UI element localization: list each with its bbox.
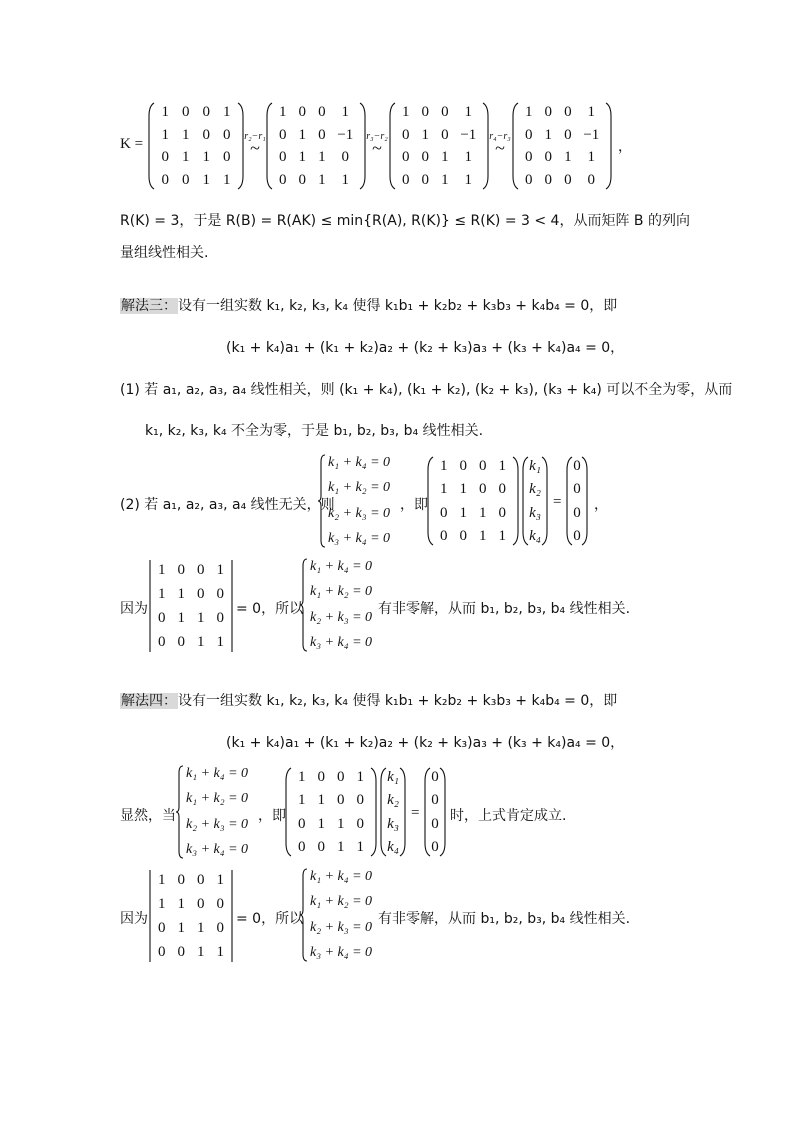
matrix-lhs: K = (120, 136, 144, 152)
system-equation: k₂ + k₃ = 0 (186, 816, 249, 832)
matrix-cell: 1 (216, 944, 224, 960)
matrix-cell: 0 (177, 872, 185, 888)
matrix-cell: 0 (279, 126, 287, 143)
matrix-entries (152, 560, 230, 652)
matrix-cell: 1 (459, 504, 467, 521)
right-paren-bracket (482, 102, 489, 190)
matrix-cell: k₁ (529, 458, 541, 474)
matrix-cell: 0 (177, 634, 185, 650)
matrix-cell: 1 (564, 149, 572, 166)
equation-system (176, 765, 248, 859)
equals-sign: = (411, 805, 420, 821)
matrix-cell: 0 (158, 610, 166, 626)
matrix-cell: 1 (587, 104, 596, 120)
matrix-cell: 1 (202, 171, 210, 188)
system-lines (308, 558, 372, 652)
matrix-cell: 0 (431, 792, 439, 809)
matrix-cell: 0 (197, 562, 205, 578)
matrix-entries (431, 767, 439, 857)
coefficient-matrix (285, 767, 377, 857)
left-brace (176, 765, 184, 859)
matrix-cell: 0 (182, 104, 190, 120)
method4-intro-line (120, 690, 617, 710)
matrix-cell: 0 (197, 896, 205, 912)
left-paren-bracket (427, 456, 434, 546)
matrix-cell: 0 (223, 149, 231, 166)
left-paren-bracket (266, 102, 273, 190)
system-equation: k₁ + k₄ = 0 (186, 766, 249, 781)
right-bar-bracket (230, 870, 234, 962)
matrix-cell: 0 (587, 171, 596, 188)
matrix-step-1 (266, 102, 366, 190)
method4-intro: 设有一组实数 k₁, k₂, k₃, k₄ 使得 k₁b₁ + k₂b₂ + k₃b₃ + k₄b₄ = 0，即 (178, 693, 618, 709)
method3-case2-prefix: (2) 若 a₁, a₂, a₃, a₄ 线性无关，则 (120, 497, 335, 513)
matrix-cell: 1 (479, 504, 487, 521)
matrix-cell: 1 (197, 944, 205, 960)
k-vector (522, 456, 548, 546)
matrix-cell: 1 (318, 171, 326, 188)
matrix-cell: 0 (564, 126, 572, 143)
matrix-cell: 0 (216, 920, 224, 936)
right-paren-bracket (581, 456, 588, 546)
matrix-cell: 1 (161, 104, 169, 120)
determinant (148, 870, 234, 962)
row-op-1: r₂−r₁ ~ (244, 131, 266, 158)
matrix-step-2 (389, 102, 489, 190)
matrix-entries (573, 456, 581, 546)
matrix-cell: 0 (525, 171, 533, 188)
matrix-k (148, 102, 244, 190)
matrix-cell: 0 (177, 562, 185, 578)
matrix-cell: 1 (177, 920, 185, 936)
matrix-cell: 0 (216, 586, 224, 602)
matrix-cell: 1 (356, 769, 364, 785)
method3-because: 因为 (120, 601, 148, 617)
matrix-cell: 1 (356, 838, 364, 855)
matrix-entries (529, 456, 541, 546)
matrix-cell: 1 (440, 458, 448, 474)
system-lines (184, 765, 248, 859)
method3-case1-line2: k₁, k₂, k₃, k₄ 不全为零，于是 b₁, b₂, b₃, b₄ 线性相关. (145, 423, 484, 439)
method4-obvious-mid: ，即 (258, 808, 286, 824)
matrix-cell: 0 (158, 920, 166, 936)
matrix-cell: k₃ (387, 815, 399, 832)
matrix-cell: 0 (459, 527, 467, 544)
matrix-cell: 0 (479, 481, 487, 498)
equation-system (318, 454, 390, 548)
matrix-cell: k₂ (529, 481, 541, 498)
right-paren-bracket (439, 767, 446, 857)
matrix-cell: 1 (441, 171, 449, 188)
matrix-cell: 0 (161, 171, 169, 188)
matrix-cell: 1 (161, 126, 169, 143)
left-paren-bracket (389, 102, 396, 190)
matrix-cell: 0 (318, 126, 326, 143)
matrix-cell: 0 (337, 769, 345, 785)
matrix-cell: k₁ (387, 769, 399, 785)
matrix-cell: −1 (583, 126, 600, 143)
matrix-cell: 1 (177, 896, 185, 912)
matrix-cell: 0 (421, 104, 430, 120)
matrix-cell: 0 (298, 815, 306, 832)
left-brace (300, 558, 308, 652)
matrix-cell: 0 (431, 815, 439, 832)
matrix-entries (387, 767, 399, 857)
matrix-cell: 0 (421, 171, 430, 188)
matrix-cell: 1 (158, 586, 166, 602)
matrix-cell: 0 (216, 610, 224, 626)
matrix-cell: k₄ (529, 527, 541, 544)
matrix-cell: 0 (564, 104, 572, 120)
matrix-entries (519, 102, 605, 190)
matrix-entries (152, 870, 230, 962)
matrix-cell: 1 (464, 171, 473, 188)
matrix-cell: 1 (525, 104, 533, 120)
matrix-cell: 0 (356, 792, 364, 809)
matrix-cell: 0 (573, 458, 581, 474)
matrix-cell: 1 (182, 149, 190, 166)
matrix-cell: 1 (341, 104, 350, 120)
matrix-cell: 0 (317, 769, 325, 785)
method3-case1-line1: (1) 若 a₁, a₂, a₃, a₄ 线性相关，则 (k₁ + k₄), (k₁ + k₂), (k₂ + k₃), (k₃ + k₄) 可以不全为零，从而 (120, 382, 733, 398)
system-lines (326, 454, 390, 548)
matrix-cell: 1 (318, 149, 326, 166)
matrix-cell: 1 (197, 634, 205, 650)
matrix-cell: 0 (298, 104, 307, 120)
method3-intro-line (120, 295, 617, 315)
matrix-cell: k₄ (387, 838, 399, 855)
rank-line-1: R(K) = 3，于是 R(B) = R(AK) ≤ min{R(A), R(K)} ≤ R(K) = 3 < 4，从而矩阵 B 的列向 (120, 213, 690, 229)
matrix-cell: 0 (441, 104, 449, 120)
equation-system (300, 868, 372, 962)
system-equation: k₂ + k₃ = 0 (328, 505, 391, 521)
method3-case2-mid: ，即 (400, 497, 428, 513)
matrix-cell: 1 (298, 769, 306, 785)
matrix-cell: 0 (544, 149, 553, 166)
system-equation: k₂ + k₃ = 0 (310, 609, 373, 625)
matrix-cell: 1 (182, 126, 190, 143)
matrix-cell: 0 (223, 126, 231, 143)
matrix-cell: 0 (544, 171, 553, 188)
matrix-cell: 1 (587, 149, 596, 166)
matrix-cell: 1 (158, 896, 166, 912)
matrix-cell: 1 (298, 126, 307, 143)
matrix-cell: 0 (158, 944, 166, 960)
left-paren-bracket (148, 102, 155, 190)
matrix-cell: k₂ (387, 792, 399, 809)
matrix-cell: 1 (216, 872, 224, 888)
method4-conclusion: 有非零解，从而 b₁, b₂, b₃, b₄ 线性相关. (378, 911, 631, 927)
system-equation: k₁ + k₂ = 0 (310, 894, 373, 910)
matrix-step-3 (512, 102, 612, 190)
matrix-cell: 1 (223, 104, 231, 120)
matrix-cell: 1 (298, 149, 307, 166)
matrix-cell: 0 (573, 481, 581, 498)
matrix-cell: 0 (573, 527, 581, 544)
matrix-cell: 0 (356, 815, 364, 832)
matrix-cell: 0 (298, 171, 307, 188)
matrix-cell: 1 (216, 634, 224, 650)
method3-det-eq: = 0，所以 (236, 601, 304, 617)
method4-obvious-tail: 时，上式肯定成立. (450, 808, 567, 824)
matrix-cell: 0 (202, 126, 210, 143)
matrix-cell: 1 (479, 527, 487, 544)
method3-intro: 设有一组实数 k₁, k₂, k₃, k₄ 使得 k₁b₁ + k₂b₂ + k₃b₃ + k₄b₄ = 0，即 (178, 298, 618, 314)
coefficient-matrix (427, 456, 519, 546)
left-brace (300, 868, 308, 962)
matrix-cell: 1 (223, 171, 231, 188)
equation-system (300, 558, 372, 652)
matrix-cell: 0 (525, 126, 533, 143)
matrix-cell: 0 (459, 458, 467, 474)
system-equation: k₁ + k₂ = 0 (186, 791, 249, 807)
system-equation: k₁ + k₂ = 0 (310, 584, 373, 600)
matrix-cell: 0 (341, 149, 350, 166)
right-bar-bracket (230, 560, 234, 652)
matrix-cell: k₃ (529, 504, 541, 521)
matrix-cell: 1 (197, 920, 205, 936)
left-paren-bracket (522, 456, 529, 546)
matrix-cell: 0 (317, 838, 325, 855)
matrix-cell: 0 (182, 171, 190, 188)
right-paren-bracket (541, 456, 548, 546)
system-equation: k₁ + k₄ = 0 (310, 559, 373, 574)
right-paren-bracket (237, 102, 244, 190)
matrix-cell: 1 (402, 104, 410, 120)
method4-equation: (k₁ + k₄)a₁ + (k₁ + k₂)a₂ + (k₂ + k₃)a₃ + (k₃ + k₄)a₄ = 0， (226, 735, 625, 751)
matrix-cell: −1 (337, 126, 354, 143)
system-equation: k₃ + k₄ = 0 (186, 841, 249, 857)
row-op-2: r₃−r₂ ~ (366, 131, 388, 158)
matrix-cell: 1 (544, 126, 553, 143)
method4-obvious-prefix: 显然，当 (120, 808, 176, 824)
matrix-cell: 0 (197, 872, 205, 888)
matrix-cell: 0 (440, 527, 448, 544)
matrix-cell: 0 (544, 104, 553, 120)
right-paren-bracket (512, 456, 519, 546)
row-op-3: r₄−r₃ ~ (489, 131, 511, 158)
matrix-cell: 1 (464, 149, 473, 166)
matrix-cell: 1 (317, 815, 325, 832)
matrix-tail: ， (618, 139, 632, 155)
matrix-cell: 0 (402, 149, 410, 166)
matrix-cell: 0 (279, 149, 287, 166)
matrix-cell: 1 (216, 562, 224, 578)
matrix-cell: 1 (498, 458, 506, 474)
matrix-cell: 1 (317, 792, 325, 809)
matrix-entries (292, 767, 370, 857)
method3-equation: (k₁ + k₄)a₁ + (k₁ + k₂)a₂ + (k₂ + k₃)a₃ + (k₃ + k₄)a₄ = 0， (226, 340, 625, 356)
left-brace (318, 454, 326, 548)
matrix-cell: 0 (298, 838, 306, 855)
method3-conclusion: 有非零解，从而 b₁, b₂, b₃, b₄ 线性相关. (378, 601, 631, 617)
matrix-cell: 0 (564, 171, 572, 188)
matrix-cell: 0 (158, 634, 166, 650)
method3-case2-tail: ， (594, 497, 608, 513)
right-paren-bracket (359, 102, 366, 190)
right-paren-bracket (370, 767, 377, 857)
matrix-cell: 1 (459, 481, 467, 498)
matrix-cell: 1 (441, 149, 449, 166)
system-equation: k₁ + k₄ = 0 (310, 869, 373, 884)
matrix-cell: 1 (279, 104, 287, 120)
matrix-cell: 1 (177, 610, 185, 626)
matrix-cell: 0 (479, 458, 487, 474)
matrix-cell: 1 (177, 586, 185, 602)
matrix-cell: 1 (498, 527, 506, 544)
right-paren-bracket (399, 767, 406, 857)
matrix-cell: −1 (460, 126, 477, 143)
zero-vector (566, 456, 588, 546)
left-paren-bracket (380, 767, 387, 857)
left-paren-bracket (512, 102, 519, 190)
method4-label: 解法四： (121, 693, 177, 709)
system-equation: k₃ + k₄ = 0 (310, 944, 373, 960)
equals-sign: = (553, 494, 562, 510)
matrix-cell: 0 (498, 504, 506, 521)
matrix-cell: 0 (279, 171, 287, 188)
matrix-cell: 1 (464, 104, 473, 120)
k-vector (380, 767, 406, 857)
rank-line-2: 量组线性相关. (120, 245, 209, 261)
right-paren-bracket (605, 102, 612, 190)
matrix-cell: 1 (337, 838, 345, 855)
system-equation: k₁ + k₄ = 0 (328, 455, 391, 470)
system-equation: k₃ + k₄ = 0 (328, 530, 391, 546)
matrix-cell: 0 (202, 104, 210, 120)
matrix-cell: 0 (402, 126, 410, 143)
system-equation: k₃ + k₄ = 0 (310, 634, 373, 650)
matrix-cell: 0 (177, 944, 185, 960)
system-equation: k₂ + k₃ = 0 (310, 919, 373, 935)
left-paren-bracket (285, 767, 292, 857)
matrix-cell: 0 (431, 769, 439, 785)
matrix-cell: 0 (318, 104, 326, 120)
matrix-cell: 1 (341, 171, 350, 188)
matrix-cell: 0 (441, 126, 449, 143)
system-lines (308, 868, 372, 962)
zero-vector (424, 767, 446, 857)
left-paren-bracket (566, 456, 573, 546)
matrix-cell: 0 (525, 149, 533, 166)
matrix-cell: 0 (421, 149, 430, 166)
matrix-entries (273, 102, 359, 190)
matrix-cell: 0 (402, 171, 410, 188)
matrix-entries (434, 456, 512, 546)
matrix-cell: 1 (158, 872, 166, 888)
system-equation: k₁ + k₂ = 0 (328, 480, 391, 496)
determinant (148, 560, 234, 652)
method3-label: 解法三： (121, 298, 177, 314)
matrix-cell: 0 (337, 792, 345, 809)
matrix-cell: 1 (158, 562, 166, 578)
method4-det-eq: = 0，所以 (236, 911, 304, 927)
matrix-cell: 0 (161, 149, 169, 166)
matrix-cell: 1 (337, 815, 345, 832)
matrix-cell: 0 (573, 504, 581, 521)
matrix-cell: 0 (431, 838, 439, 855)
left-paren-bracket (424, 767, 431, 857)
matrix-cell: 0 (216, 896, 224, 912)
matrix-cell: 0 (498, 481, 506, 498)
matrix-cell: 1 (440, 481, 448, 498)
matrix-entries (396, 102, 482, 190)
matrix-cell: 0 (197, 586, 205, 602)
matrix-cell: 1 (202, 149, 210, 166)
matrix-entries (155, 102, 237, 190)
matrix-cell: 1 (197, 610, 205, 626)
matrix-cell: 1 (421, 126, 430, 143)
method4-because: 因为 (120, 911, 148, 927)
matrix-cell: 0 (440, 504, 448, 521)
matrix-cell: 1 (298, 792, 306, 809)
